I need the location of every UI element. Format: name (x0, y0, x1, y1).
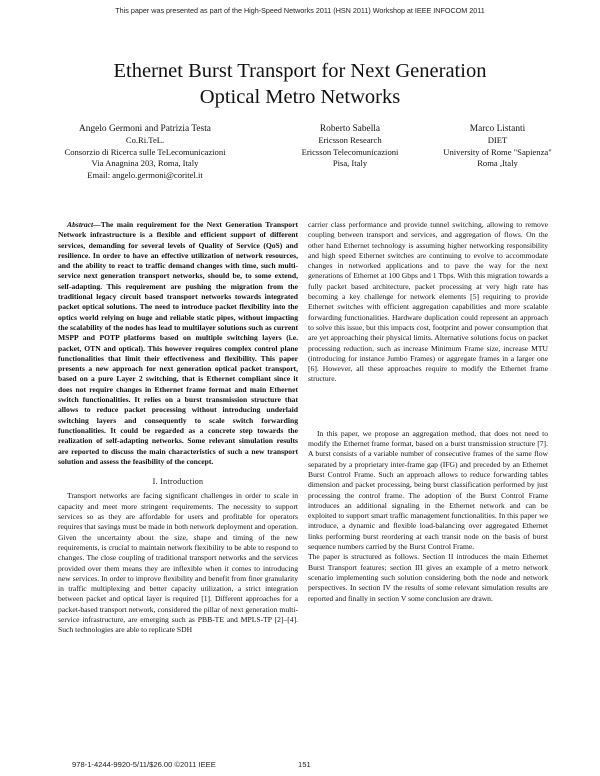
affiliation-line: Via Anagnina 203, Roma, Italy (91, 158, 199, 169)
conference-notice: This paper was presented as part of the High-Speed Networks 2011 (HSN 2011) Workshop at IEEE INFOCOM 2011 (115, 6, 485, 15)
abstract (58, 220, 298, 467)
author-affiliation-1 (30, 124, 260, 181)
affiliation-line: Pisa, Italy (332, 158, 368, 169)
affiliation-line: Roma ,Italy (477, 158, 518, 169)
intro-paragraph-3: In this paper, we propose an aggregation method, that does not need to modify the Ethernet frame format, based on a burst transmission structure [7]. A burst consists of a variable number of consecutive frames of the same flow separated by a proprietary inter-frame gap (IFG) and preceded by an Ethernet Burst Control Frame. Such an approach allows to reduce forwarding tables dimension and packet processing, being burst classification performed by just processing the control frame. The adoption of the Burst Control Frame introduces an additional signaling in the Ethernet network and can be exploited to support smart traffic management functionalities. In this paper we introduce, a dynamic and flexible load-balancing over aggregated Ethernet links performing burst reordering at each transit node on the basis of burst sequence numbers carried by the Burst Control Frame. (308, 428, 548, 552)
author-affiliation-2 (285, 124, 415, 170)
intro-paragraph-4: The paper is structured as follows. Section II introduces the main Ethernet Burst Transport features; section III gives an example of a metro network scenario implementing such solution considering both the node and network perspectives. In section IV the results of some relevant simulation results are reported and finally in section V some conclusion are drawn. (308, 552, 548, 603)
page-number: 151 (298, 760, 311, 769)
author-affiliation-3 (425, 124, 570, 170)
author-names: Angelo Germoni and Patrizia Testa (79, 124, 211, 134)
author-email: Email: angelo.germoni@coritel.it (87, 169, 203, 180)
abstract-label: Abstract (67, 220, 94, 229)
author-block (30, 124, 570, 194)
affiliation-line: Co.Ri.TeL. (125, 135, 165, 146)
title-line-2: Optical Metro Networks (199, 86, 401, 108)
left-column (58, 220, 298, 636)
title-line-1: Ethernet Burst Transport for Next Generation (113, 60, 487, 82)
column-gap (308, 385, 548, 429)
author-names: Marco Listanti (469, 124, 526, 134)
copyright-line: 978-1-4244-9920-5/11/$26.00 ©2011 IEEE (72, 760, 216, 769)
intro-paragraph-2: carrier class performance and provide tunnel switching, allowing to remove coupling between transport and services, and aggregation of flows. On the other hand Ethernet technology is assuming higher networking responsibility and high speed Ethernet switches are continuing to evolve to accommodate changes in networked applications and to pave the way for the next generations of Ethernet at 100 Gbps and 1 Tbps. With this migration towards a fully packet based architecture, packet processing at very high rate has becoming a key challenge for network elements [5] requiring to provide Ethernet switches with efficient aggregation capabilities and more scalable forwarding functionalities. Hardware duplication could represent an approach to solve this issue, but this impacts cost, footprint and power consumption that are yet approaching their physical limits. Alternative solutions focus on packet processing reduction, such as increase Minimum Frame size, increase MTU (introducing for instance Jumbo Frames) or aggregate frames in a larger one [6]. However, all these approaches require to modify the Ethernet frame structure. (308, 220, 548, 384)
affiliation-line: DIET (487, 135, 508, 146)
affiliation-line: Consorzio di Ricerca sulle TeLecomunicazioni (64, 146, 226, 157)
section-heading-introduction: I. Introduction (152, 477, 204, 487)
author-names: Roberto Sabella (319, 124, 381, 134)
affiliation-line: University of Rome "Sapienza" (443, 146, 552, 157)
intro-paragraph-1: Transport networks are facing significant challenges in order to scale in capacity and meet more stringent requirements. The necessity to support services so as they are affordable for users and profitable for operators requires that savings must be made in both network deployment and operation. Given the uncertainty about the size, shape and timing of the new requirements, is crucial to maintain network flexibility to be able to respond to changes. The close coupling of traditional transport networks and the services provided over them means they are inflexible when it comes to introducing new services. In order to improve flexibility and benefit from finer granularity in traffic multiplexing and better capacity utilization, a strict integration between packet and optical layer is required [1]. Different approaches for a packet-based transport network, considered the pillar of next generation multi-service infrastructure, are emerging such as PBB-TE and MPLS-TP [2]–[4]. Such technologies are able to replicate SDH (58, 491, 298, 635)
affiliation-line: Ericsson Research (318, 135, 382, 146)
right-column (308, 220, 548, 604)
paper-title (40, 58, 560, 110)
abstract-text: —The main requirement for the Next Generation Transport Network infrastructure is a flexible and efficient support of different services, demanding for several levels of Quality of Service (QoS) and resilience. In order to have an effective utilization of network resources, and the ability to react to traffic demand changes with time, such multi-service next generation transport networks, should be, to some extend, self-adapting. This requirement are pushing the migration from the traditional legacy circuit based transport networks towards integrated packet optical solutions. The need to introduce packet flexibility into the optics world relying on huge and reliable static pipes, without impacting the scalability of the nodes has lead to multilayer solutions such as current MSPP and POTP platforms based on multiple switching layers (i.e. packet, OTN and optical). This however requires complex control plane functionalities that limit their effectiveness and flexibility. This paper presents a new approach for next generation optical packet transport, based on a pure Layer 2 switching, that is Ethernet compliant since it does not require changes in Ethernet frame format and main Ethernet switch functionalities. It relies on a burst transmission structure that allows to reduce packet processing without introducing underlaid switching layers and consequently to scale switch forwarding functionalities. It could be regarded as a concrete step towards the realization of self-adapting networks. Some relevant simulation results are reported to discuss the main characteristics of such a new transport solution and assess the feasibility of the concept. (58, 220, 298, 466)
affiliation-line: Ericsson Telecomunicazioni (301, 146, 399, 157)
